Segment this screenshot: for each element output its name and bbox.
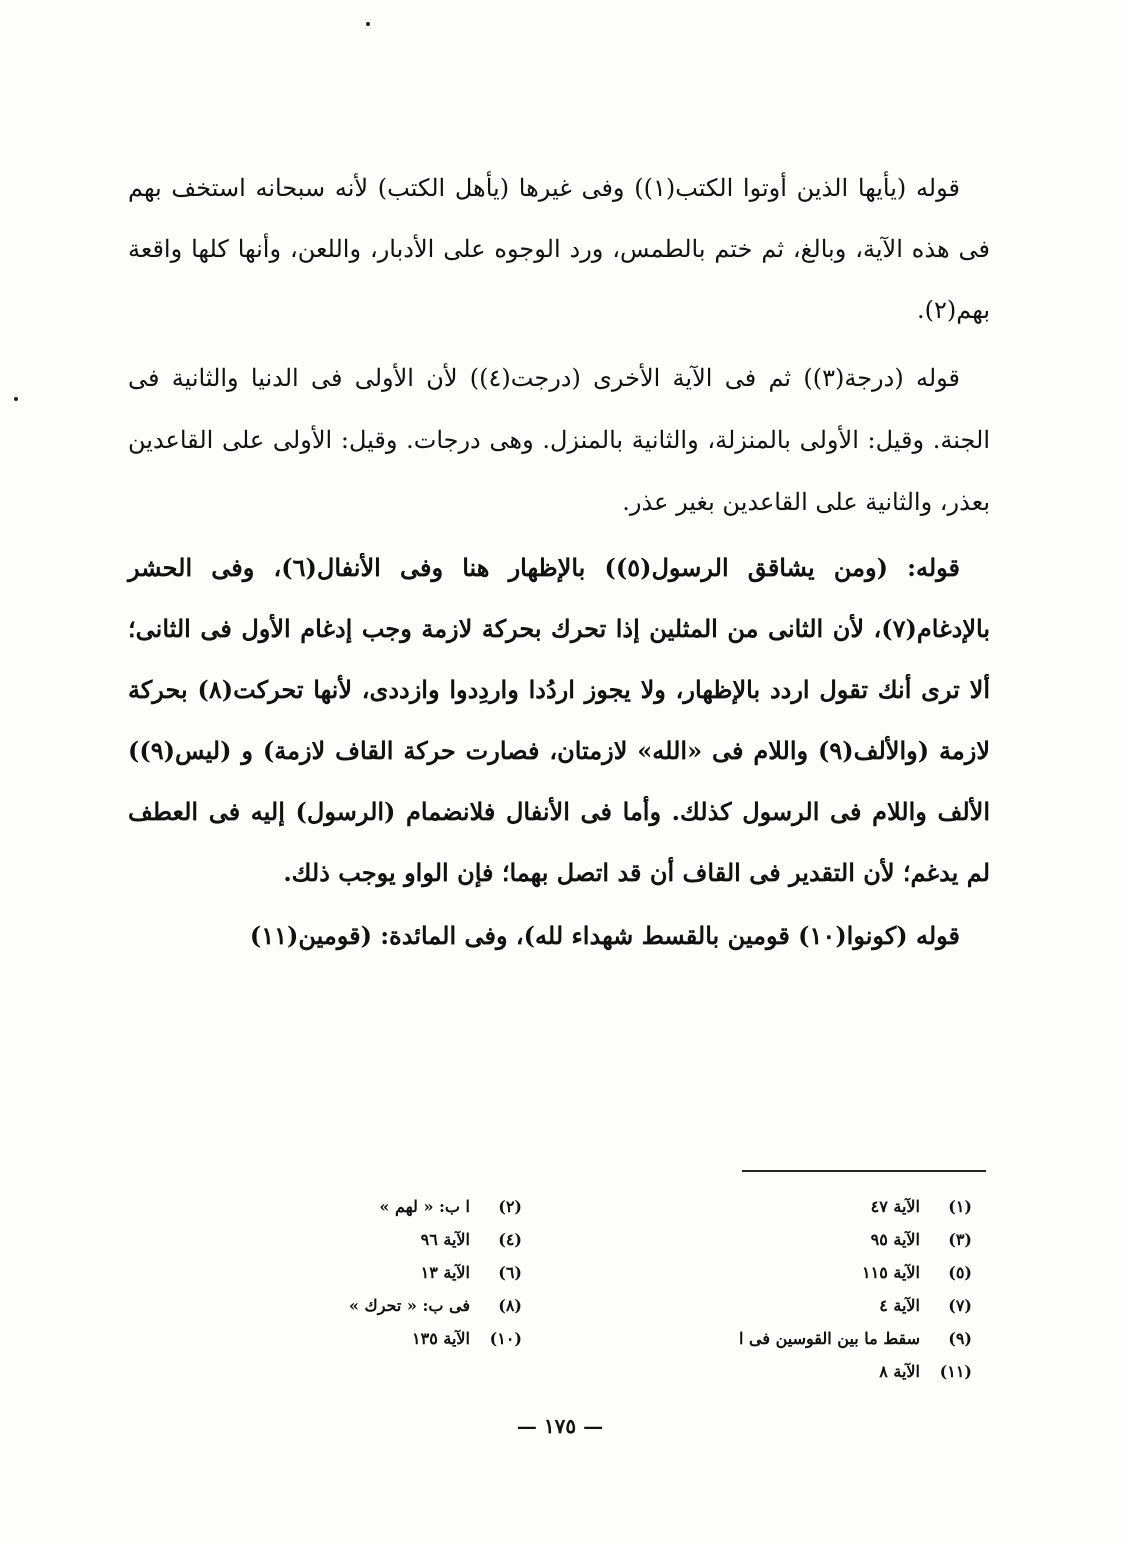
- footnote-number: (٦): [498, 1263, 522, 1282]
- footnote: [739, 1223, 972, 1256]
- footnote: [739, 1322, 972, 1355]
- footnote-text: الآية ٤: [879, 1296, 920, 1315]
- footnote: [349, 1223, 522, 1256]
- footnotes-column-right: [739, 1190, 972, 1388]
- footnote-number: (١١): [939, 1362, 972, 1381]
- scan-speck: [366, 22, 370, 26]
- footnote-number: (٤): [498, 1230, 522, 1249]
- footnote-text: الآية ٩٥: [870, 1230, 920, 1249]
- footnote: [739, 1256, 972, 1289]
- footnote-text: الآية ١٣٥: [412, 1329, 470, 1348]
- footnote: [349, 1256, 522, 1289]
- footnote-text: الآية ٨: [879, 1362, 920, 1381]
- footnote-text: الآية ١١٥: [862, 1263, 920, 1282]
- scan-speck: [14, 397, 18, 401]
- footnote-number: (٥): [948, 1263, 972, 1282]
- paragraph: قوله: (ومن يشاقق الرسول(٥)) بالإظهار هنا وفى الأنفال(٦)، وفى الحشر بالإدغام(٧)، لأن الثانى من المثلين إذا تحرك بحركة لازمة وجب إدغام الأول فى الثانى؛ ألا ترى أنك تقول اردد بالإظهار، ولا يجوز اردُدا واردِدوا وازددى، لأنها تحركت(٨) بحركة لازمة (والألف(٩) واللام فى «الله» لازمتان، فصارت حركة القاف لازمة) و (ليس(٩)) الألف واللام فى الرسول كذلك. وأما فى الأنفال فلانضمام (الرسول) إليه فى العطف لم يدغم؛ لأن التقدير فى القاف أن قد اتصل بهما؛ فإن الواو يوجب ذلك.: [128, 553, 991, 887]
- footnote-divider: [742, 1170, 986, 1172]
- footnote-number: (٩): [948, 1329, 972, 1348]
- footnote-number: (٣): [948, 1230, 972, 1249]
- footnote: [739, 1289, 972, 1322]
- footnote-text: الآية ١٣: [420, 1263, 470, 1282]
- footnote: [349, 1190, 522, 1223]
- page-number: — ١٧٥ —: [516, 1414, 604, 1438]
- footnote-text: ا ب: « لهم »: [379, 1197, 470, 1216]
- footnote-number: (٧): [948, 1296, 972, 1315]
- paragraph: قوله (درجة(٣)) ثم فى الآية الأخرى (درجت(٤)) لأن الأولى فى الدنيا والثانية فى الجنة. وقيل: الأولى بالمنزلة، والثانية بالمنزل. وهى درجات. وقيل: الأولى على القاعدين بعذر، والثانية على القاعدين بغير عذر.: [128, 364, 990, 516]
- paragraph: قوله (يأيها الذين أوتوا الكتب(١)) وفى غيرها (يأهل الكتب) لأنه سبحانه استخف بهم فى هذه الآية، وبالغ، ثم ختم بالطمس، ورد الوجوه على الأدبار، واللعن، وأنها كلها واقعة بهم(٢).: [128, 174, 991, 324]
- footnote: [739, 1190, 972, 1223]
- footnote: [349, 1322, 522, 1355]
- footnote-number: (١): [948, 1197, 972, 1216]
- footnote-text: فى ب: « تحرك »: [348, 1296, 470, 1315]
- paragraph: قوله (كونوا(١٠) قومين بالقسط شهداء لله)، وفى المائدة: (قومين(١١): [249, 921, 960, 950]
- footnote-number: (٨): [498, 1296, 522, 1315]
- footnote-text: الآية ٩٦: [420, 1230, 470, 1249]
- footnotes-column-left: [349, 1190, 522, 1355]
- footnote-number: (١٠): [489, 1329, 522, 1348]
- body-text: [128, 158, 990, 967]
- footnote: [349, 1289, 522, 1322]
- footnote: [739, 1355, 972, 1388]
- footnote-text: سقط ما بين القوسين فى ا: [739, 1329, 920, 1348]
- footnote-text: الآية ٤٧: [870, 1197, 920, 1216]
- footnote-number: (٢): [498, 1197, 522, 1216]
